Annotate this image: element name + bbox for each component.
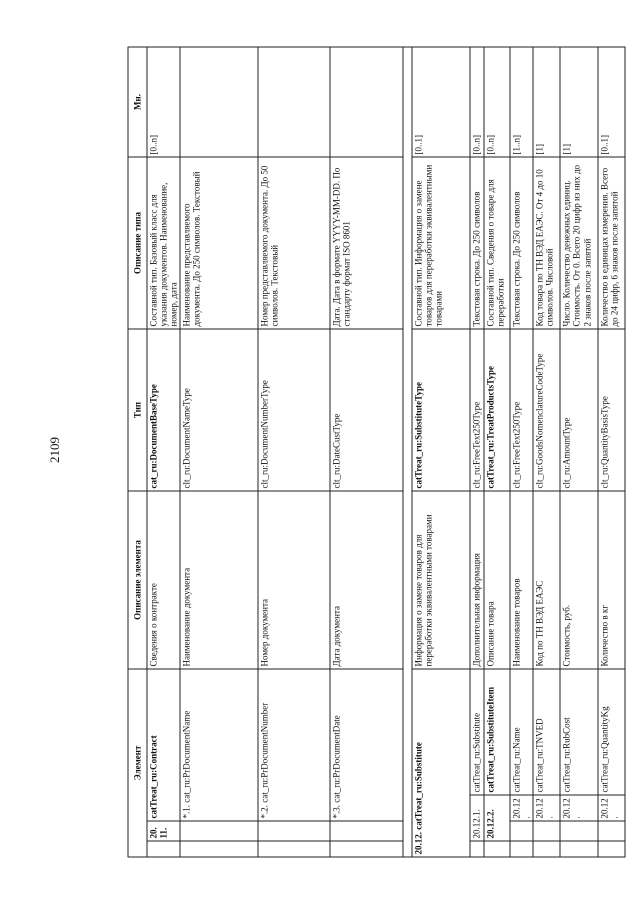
multiplicity: [1..n]	[510, 46, 533, 156]
element-description: Количество в кг	[598, 490, 625, 668]
element-description: Номер документа	[258, 490, 330, 668]
element-name: *.3. cat_ru:PrDocumentDate	[330, 668, 403, 820]
element-type: clt_ru:DocumentNumberType	[258, 328, 330, 490]
element-description: Наименование товаров	[510, 490, 533, 668]
spacer-row	[403, 46, 412, 856]
element-description: Дата документа	[330, 490, 403, 668]
element-type: clt_ru:DocumentNameType	[180, 328, 258, 490]
table-row	[330, 46, 403, 856]
element-description: Дополнительная информация	[470, 490, 484, 668]
type-description: Текстовая строка. До 250 символов	[470, 156, 484, 328]
type-description: Дата. Дата в формате YYYY-MM-DD. По стандарту формат ISO 8601	[330, 156, 403, 328]
header-description: Описание элемента	[128, 490, 147, 668]
element-type: clt_ru:FreeText250Type	[470, 328, 484, 490]
page-number: 2109	[47, 437, 62, 463]
header-type: Тип	[128, 328, 147, 490]
element-name: 20.12. catTreat_ru:Substitute	[412, 668, 470, 856]
table-row-substitute	[412, 46, 470, 856]
header-type-description: Описание типа	[128, 156, 147, 328]
indent-cell	[147, 841, 180, 857]
element-type: clt_ru:DateCustType	[330, 328, 403, 490]
element-name: catTreat_ru:RubCost	[560, 668, 598, 794]
multiplicity: [0..n]	[147, 46, 180, 156]
element-name: catTreat_ru:TNVED	[533, 668, 560, 794]
row-number: 20.12.	[598, 795, 625, 821]
element-name: *.2. cat_ru:PrDocumentNumber	[258, 668, 330, 820]
multiplicity: [0..1]	[598, 46, 625, 156]
header-row	[128, 46, 147, 856]
element-description: Стоимость, руб.	[560, 490, 598, 668]
element-name: catTreat_ru:Contract	[147, 668, 180, 820]
row-number: 20.11.	[147, 821, 180, 841]
element-type: catTreat_ru:TreatProductsType	[484, 328, 510, 490]
element-type: clt_ru:FreeText250Type	[510, 328, 533, 490]
row-number: 20.12.	[510, 795, 533, 821]
table-row	[598, 46, 625, 856]
element-type: catTreat_ru:SubstituteType	[412, 328, 470, 490]
row-number: 20.12.1.	[470, 795, 484, 841]
type-description: Текстовая строка. До 250 символов	[510, 156, 533, 328]
element-type: clt_ru:GoodsNomenclatureCodeType	[533, 328, 560, 490]
element-name: catTreat_ru:SubstituteItem	[484, 668, 510, 794]
table-row	[180, 46, 258, 856]
element-description: Описание товара	[484, 490, 510, 668]
table-row	[470, 46, 484, 856]
type-description: Код товара по ТН ВЭД ЕАЭС. От 4 до 10 символов. Числовой	[533, 156, 560, 328]
element-description: Сведения о контракте	[147, 490, 180, 668]
table-row	[560, 46, 598, 856]
table-row-contract	[147, 46, 180, 856]
row-number: 20.12.2.	[484, 795, 510, 841]
type-description: Число. Количество денежных единиц. Стоимость. От 0. Всего 20 цифр из них до 2 знаков после запятой	[560, 156, 598, 328]
header-element: Элемент	[128, 668, 147, 856]
multiplicity: [0..1]	[412, 46, 470, 156]
element-name: catTreat_ru:Name	[510, 668, 533, 794]
row-number: 20.12.	[533, 795, 560, 821]
element-type: clt_ru:AmountType	[560, 328, 598, 490]
element-type: clt_ru:QuantityBasisType	[598, 328, 625, 490]
row-number: 20.12.	[560, 795, 598, 821]
table-row	[533, 46, 560, 856]
element-description: Информация о замене товаров для переработки эквивалентными товарами	[412, 490, 470, 668]
element-name: catTreat_ru:Substitute	[470, 668, 484, 794]
spec-table	[128, 46, 626, 857]
type-description: Составной тип. Сведения о товаре для переработки	[484, 156, 510, 328]
multiplicity: [1]	[533, 46, 560, 156]
multiplicity: [0..n]	[484, 46, 510, 156]
multiplicity: [0..n]	[470, 46, 484, 156]
table-row	[484, 46, 510, 856]
element-name: catTreat_ru:QuantityKg	[598, 668, 625, 794]
type-description: Составной тип. Информация о замене товаров для переработки эквивалентными товарами	[412, 156, 470, 328]
type-description: Составной тип. Базовый класс для указания документов. Наименование, номер, дата	[147, 156, 180, 328]
table-row	[510, 46, 533, 856]
header-multiplicity: Мн.	[128, 46, 147, 156]
rotated-sheet	[128, 47, 620, 857]
element-type: cat_ru:DocumentBaseType	[147, 328, 180, 490]
multiplicity: [1]	[560, 46, 598, 156]
type-description: Номер представляемого документа. До 50 символов. Текстовый	[258, 156, 330, 328]
table-row	[258, 46, 330, 856]
element-description: Наименование документа	[180, 490, 258, 668]
element-description: Код по ТН ВЭД ЕАЭС	[533, 490, 560, 668]
element-name: *.1. cat_ru:PrDocumentName	[180, 668, 258, 820]
type-description: Количество в единицах измерения. Всего до 24 цифр, 6 знаков после запятой	[598, 156, 625, 328]
type-description: Наименование представляемого документа. До 250 символов. Текстовый	[180, 156, 258, 328]
